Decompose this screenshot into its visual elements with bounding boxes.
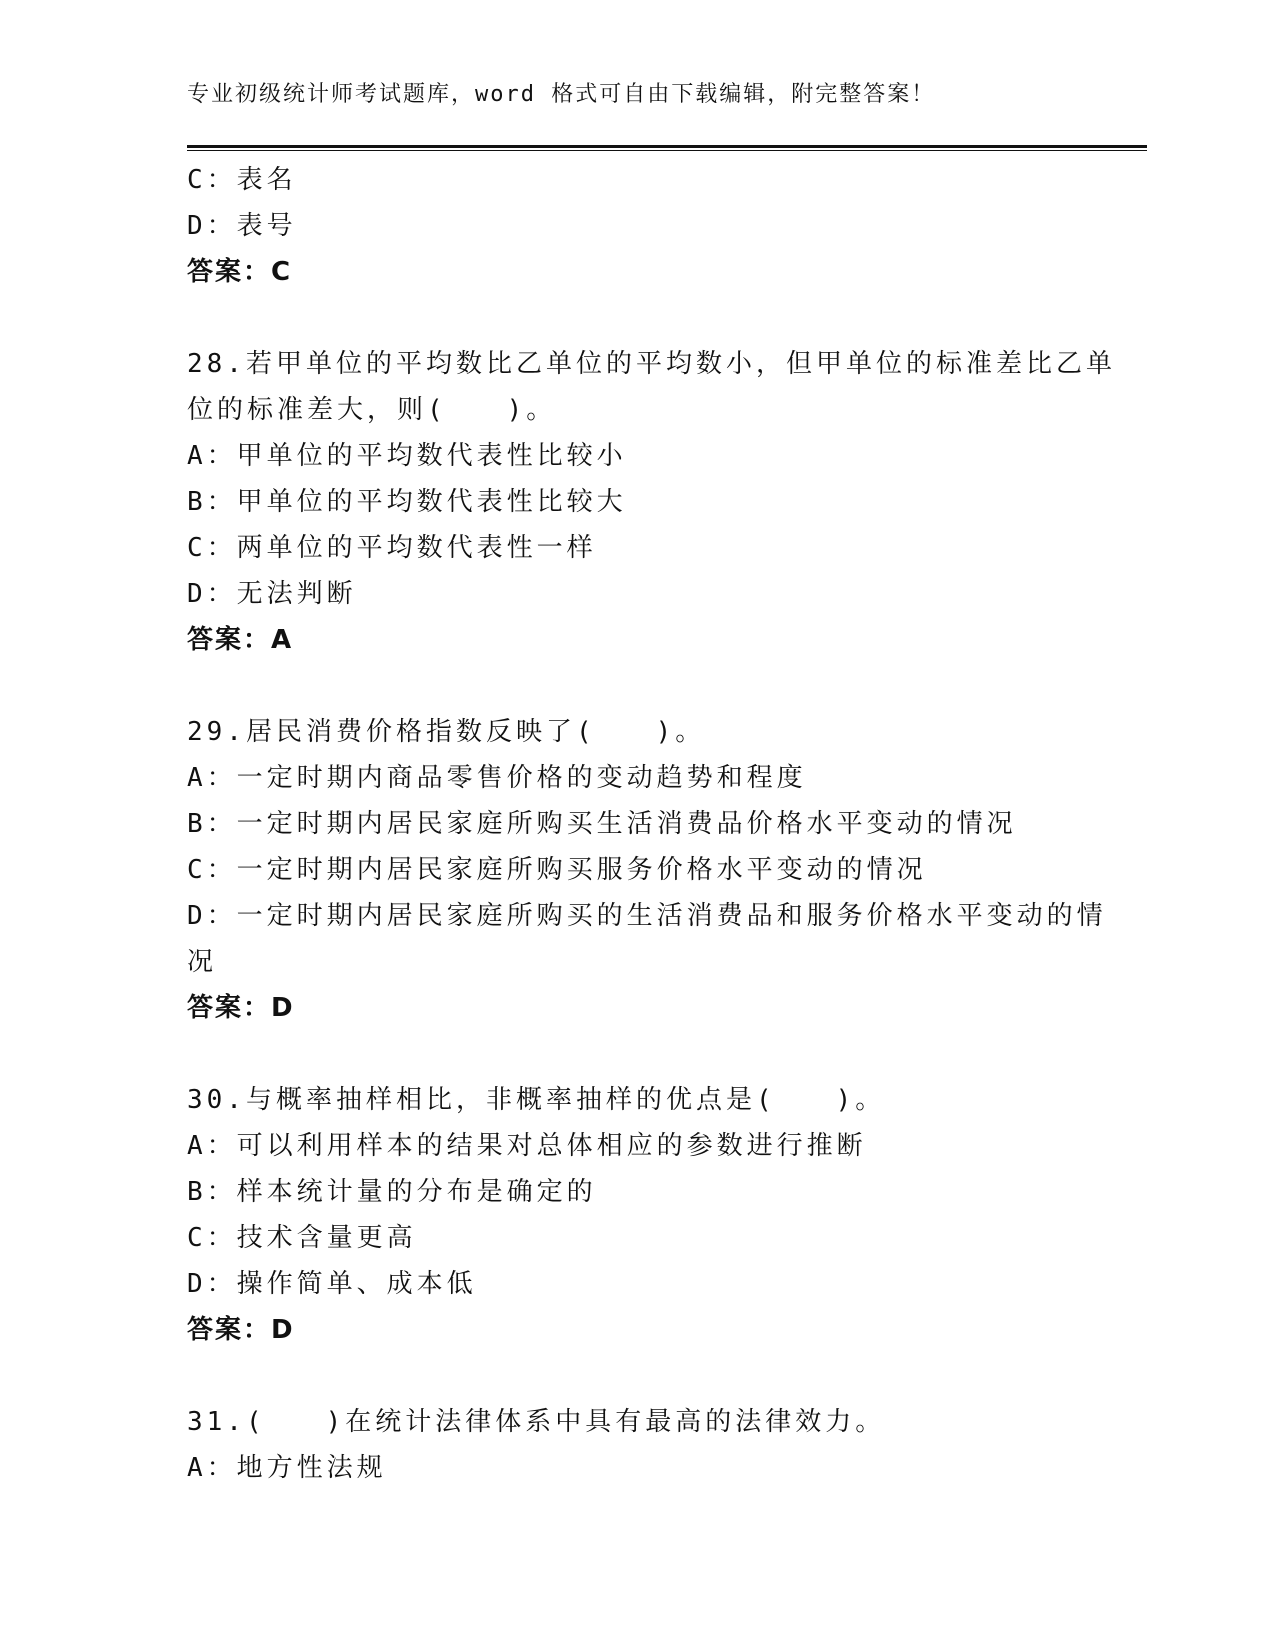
question-list — [187, 157, 1116, 1537]
option-d-continued: 况 — [187, 947, 218, 977]
option-a: A：一定时期内商品零售价格的变动趋势和程度 — [187, 763, 807, 793]
option-b: B：一定时期内居民家庭所购买生活消费品价格水平变动的情况 — [187, 809, 1017, 839]
option-a: A：地方性法规 — [187, 1453, 387, 1483]
option-b: B：甲单位的平均数代表性比较大 — [187, 487, 627, 517]
question-stem: 29.居民消费价格指数反映了( )。 — [187, 717, 706, 747]
option-b: B：样本统计量的分布是确定的 — [187, 1177, 597, 1207]
header-rule-thin — [187, 150, 1147, 151]
option-d: D：一定时期内居民家庭所购买的生活消费品和服务价格水平变动的情 — [187, 901, 1107, 931]
question-stem: 28.若甲单位的平均数比乙单位的平均数小，但甲单位的标准差比乙单 — [187, 349, 1116, 379]
option-c: C：表名 — [187, 165, 297, 195]
answer: 答案：A — [187, 625, 294, 655]
option-a: A：甲单位的平均数代表性比较小 — [187, 441, 627, 471]
question-stem: 位的标准差大，则( )。 — [187, 395, 557, 425]
option-d: D：无法判断 — [187, 579, 357, 609]
option-c: C：一定时期内居民家庭所购买服务价格水平变动的情况 — [187, 855, 927, 885]
question-27-tail — [187, 157, 1087, 295]
option-c: C：两单位的平均数代表性一样 — [187, 533, 597, 563]
page-header: 专业初级统计师考试题库，word 格式可自由下载编辑，附完整答案！ — [187, 82, 936, 107]
option-a: A：可以利用样本的结果对总体相应的参数进行推断 — [187, 1131, 867, 1161]
question-31 — [187, 1399, 1087, 1491]
question-29 — [187, 709, 1107, 1031]
option-d: D：表号 — [187, 211, 297, 241]
header-rule-thick — [187, 145, 1147, 148]
answer: 答案：C — [187, 257, 293, 287]
question-stem: 31.( )在统计法律体系中具有最高的法律效力。 — [187, 1407, 886, 1437]
option-c: C：技术含量更高 — [187, 1223, 417, 1253]
question-stem: 30.与概率抽样相比，非概率抽样的优点是( )。 — [187, 1085, 886, 1115]
answer: 答案：D — [187, 993, 295, 1023]
answer: 答案：D — [187, 1315, 295, 1345]
question-28 — [187, 341, 1116, 663]
question-30 — [187, 1077, 1087, 1353]
option-d: D：操作简单、成本低 — [187, 1269, 477, 1299]
